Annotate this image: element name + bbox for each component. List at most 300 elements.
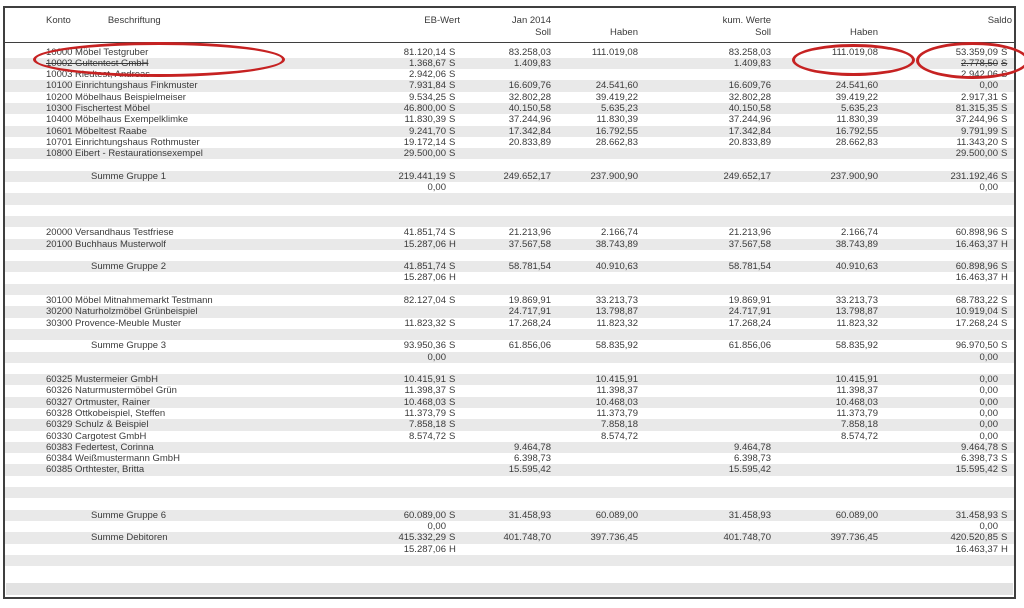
kum-soll-value: 16.609,76 xyxy=(728,80,771,92)
haben-value: 40.910,63 xyxy=(595,261,638,273)
kum-soll-value xyxy=(638,544,771,555)
account-label: 10800 Eibert - Restaurationsexempel xyxy=(46,148,203,160)
saldo-suffix xyxy=(998,408,1012,419)
eb-wert-value: 41.851,74 xyxy=(403,261,446,273)
spacer-row xyxy=(5,205,1014,216)
eb-wert-value: 0,00 xyxy=(427,351,446,363)
saldo-suffix xyxy=(998,385,1012,396)
saldo-value: 16.463,37 xyxy=(955,272,998,284)
saldo-value: 11.343,20 xyxy=(956,136,998,148)
header-row-2 xyxy=(5,27,1014,39)
table-row xyxy=(5,58,1014,69)
eb-wert-value xyxy=(381,306,446,317)
kum-haben-value xyxy=(771,453,878,464)
soll-value: 1.409,83 xyxy=(514,57,551,69)
saldo-value: 0,00 xyxy=(979,385,998,397)
spacer-row xyxy=(5,498,1014,509)
saldo-value: 60.898,96 xyxy=(955,261,998,273)
eb-wert-value: 60.089,00 xyxy=(403,509,446,521)
eb-wert-suffix xyxy=(446,464,460,475)
header-row-1 xyxy=(5,15,1014,27)
kum-soll-value: 37.244,96 xyxy=(728,114,771,126)
table-row xyxy=(5,295,1014,306)
kum-haben-value: 11.830,39 xyxy=(836,114,878,126)
eb-wert-suffix: S xyxy=(449,125,456,137)
eb-wert-value: 82.127,04 xyxy=(403,295,446,307)
haben-value: 11.823,32 xyxy=(596,317,638,329)
kum-soll-value xyxy=(638,352,771,363)
col-header-haben: Haben xyxy=(610,27,638,38)
table-row xyxy=(5,318,1014,329)
haben-value: 8.574,72 xyxy=(601,430,638,442)
kum-haben-value: 39.419,22 xyxy=(835,91,878,103)
saldo-suffix: S xyxy=(1001,102,1008,114)
saldo-suffix: S xyxy=(1001,261,1008,273)
eb-wert-value: 1.368,67 xyxy=(409,57,446,69)
eb-wert-suffix: S xyxy=(449,102,456,114)
account-label: 10100 Einrichtungshaus Finkmuster xyxy=(46,80,198,92)
saldo-suffix xyxy=(998,182,1012,193)
eb-wert-suffix: S xyxy=(449,385,456,397)
account-label: 10400 Möbelhaus Exempelklimke xyxy=(46,114,189,126)
soll-value: 40.150,58 xyxy=(508,102,551,114)
eb-wert-suffix xyxy=(446,442,460,453)
kum-soll-value: 17.268,24 xyxy=(728,317,771,329)
kum-soll-value xyxy=(638,408,771,419)
eb-wert-value: 8.574,72 xyxy=(409,430,446,442)
table-row xyxy=(5,261,1014,272)
soll-value xyxy=(460,408,551,419)
table-row xyxy=(5,419,1014,430)
table-row xyxy=(5,352,1014,363)
account-label: 10300 Fischertest Möbel xyxy=(46,102,151,114)
saldo-suffix: H xyxy=(1001,238,1008,250)
soll-value xyxy=(460,385,551,396)
saldo-suffix: S xyxy=(1001,170,1008,182)
kum-soll-value xyxy=(638,521,771,532)
saldo-value: 2.942,06 xyxy=(961,69,998,81)
eb-wert-suffix: H xyxy=(449,238,456,250)
eb-wert-suffix xyxy=(446,521,460,532)
haben-value xyxy=(551,464,638,475)
soll-value: 249.652,17 xyxy=(503,170,551,182)
eb-wert-value: 10.415,91 xyxy=(403,374,446,386)
haben-value: 7.858,18 xyxy=(601,419,638,431)
kum-soll-value: 40.150,58 xyxy=(728,102,771,114)
spacer-row xyxy=(5,487,1014,498)
haben-value: 11.373,79 xyxy=(596,408,638,419)
kum-soll-value xyxy=(638,419,771,430)
haben-value xyxy=(551,272,638,283)
soll-value xyxy=(460,431,551,442)
soll-value: 37.567,58 xyxy=(508,238,551,250)
eb-wert-suffix: S xyxy=(449,170,456,182)
kum-haben-value: 237.900,90 xyxy=(830,170,878,182)
kum-soll-value: 20.833,89 xyxy=(728,136,771,148)
kum-haben-value: 7.858,18 xyxy=(841,419,878,431)
eb-wert-value: 15.287,06 xyxy=(403,543,446,555)
eb-wert-suffix: S xyxy=(449,509,456,521)
eb-wert-suffix xyxy=(446,352,460,363)
account-label: 30300 Provence-Meuble Muster xyxy=(46,317,182,329)
saldo-value: 29.500,00 xyxy=(955,148,998,160)
saldo-suffix xyxy=(998,431,1012,442)
eb-wert-suffix: S xyxy=(449,114,456,126)
haben-value: 16.792,55 xyxy=(595,125,638,137)
soll-value: 31.458,93 xyxy=(508,509,551,521)
spacer-row xyxy=(5,284,1014,295)
col-header-eb-wert: EB-Wert xyxy=(424,15,460,26)
soll-value xyxy=(460,419,551,430)
spacer-row xyxy=(5,566,1014,577)
saldo-suffix: H xyxy=(1001,272,1008,284)
kum-haben-value xyxy=(771,58,878,69)
spacer-row xyxy=(5,329,1014,340)
table-body xyxy=(5,44,1014,578)
header-spacer xyxy=(46,27,381,39)
spacer-row xyxy=(5,216,1014,227)
eb-wert-value: 11.830,39 xyxy=(404,114,446,126)
eb-wert-suffix: S xyxy=(449,340,456,352)
saldo-value: 0,00 xyxy=(979,520,998,532)
saldo-value: 2.917,31 xyxy=(961,91,998,103)
saldo-suffix: S xyxy=(1001,441,1008,453)
spacer-row xyxy=(5,193,1014,204)
haben-value xyxy=(551,521,638,532)
saldo-suffix: S xyxy=(1001,227,1008,239)
eb-wert-suffix: S xyxy=(449,419,456,431)
saldo-suffix: S xyxy=(1001,306,1008,318)
eb-wert-suffix: H xyxy=(449,272,456,284)
soll-value xyxy=(460,148,551,159)
kum-haben-value: 5.635,23 xyxy=(841,102,878,114)
eb-wert-value: 2.942,06 xyxy=(409,69,446,81)
haben-value xyxy=(551,182,638,193)
eb-wert-value: 41.851,74 xyxy=(403,227,446,239)
saldo-value: 68.783,22 xyxy=(955,295,998,307)
spacer-row xyxy=(5,250,1014,261)
soll-value xyxy=(460,397,551,408)
haben-value xyxy=(551,453,638,464)
col-header-period: Jan 2014 xyxy=(511,15,551,26)
col-header-beschriftung: Beschriftung xyxy=(107,15,161,26)
kum-soll-value xyxy=(638,385,771,396)
table-row xyxy=(5,126,1014,137)
header-spacer xyxy=(551,15,638,27)
eb-wert-suffix: S xyxy=(449,430,456,442)
kum-soll-value: 9.464,78 xyxy=(734,441,771,453)
saldo-value: 0,00 xyxy=(979,430,998,442)
saldo-suffix: S xyxy=(1001,136,1008,148)
haben-value: 39.419,22 xyxy=(595,91,638,103)
haben-value: 11.398,37 xyxy=(596,385,638,397)
haben-value: 38.743,89 xyxy=(595,238,638,250)
kum-haben-value: 28.662,83 xyxy=(835,136,878,148)
table-row xyxy=(5,137,1014,148)
saldo-suffix: S xyxy=(1001,317,1008,329)
soll-value: 401.748,70 xyxy=(503,532,551,544)
eb-wert-value: 81.120,14 xyxy=(403,46,446,58)
haben-value: 24.541,60 xyxy=(595,80,638,92)
account-label: 10601 Möbeltest Raabe xyxy=(46,125,147,137)
soll-value: 17.342,84 xyxy=(508,125,551,137)
kum-haben-value: 2.166,74 xyxy=(841,227,878,239)
saldo-suffix xyxy=(998,419,1012,430)
header-spacer xyxy=(771,15,878,27)
kum-haben-value: 11.398,37 xyxy=(836,385,878,397)
kum-haben-value: 13.798,87 xyxy=(835,306,878,318)
bottom-band xyxy=(6,583,1013,595)
col-header-kum-werte: kum. Werte xyxy=(722,15,771,26)
kum-haben-value: 111.019,08 xyxy=(831,46,878,58)
table-row xyxy=(5,103,1014,114)
eb-wert-suffix: S xyxy=(449,80,456,92)
table-row xyxy=(5,272,1014,283)
eb-wert-value: 93.950,36 xyxy=(403,340,446,352)
account-label: 10002 Gultentest GmbH xyxy=(46,57,149,69)
table-row xyxy=(5,453,1014,464)
eb-wert-suffix: S xyxy=(449,317,456,329)
kum-soll-value xyxy=(638,272,771,283)
eb-wert-value: 11.823,32 xyxy=(404,317,446,329)
account-label: 10003 Riedtest, Andreas xyxy=(46,69,151,81)
soll-value: 83.258,03 xyxy=(508,46,551,58)
saldo-suffix xyxy=(998,352,1012,363)
soll-value xyxy=(460,521,551,532)
soll-value: 16.609,76 xyxy=(508,80,551,92)
eb-wert-value: 10.468,03 xyxy=(403,396,446,408)
eb-wert-value: 15.287,06 xyxy=(403,272,446,284)
kum-haben-value xyxy=(771,442,878,453)
haben-value: 33.213,73 xyxy=(595,295,638,307)
kum-soll-value: 58.781,54 xyxy=(728,261,771,273)
soll-value xyxy=(460,272,551,283)
eb-wert-value: 0,00 xyxy=(427,520,446,532)
kum-haben-value: 11.373,79 xyxy=(836,408,878,419)
haben-value: 237.900,90 xyxy=(590,170,638,182)
spacer-row xyxy=(5,476,1014,487)
kum-soll-value xyxy=(638,397,771,408)
account-label: Summe Gruppe 6 xyxy=(91,509,166,521)
eb-wert-value: 415.332,29 xyxy=(398,532,446,544)
kum-haben-value xyxy=(771,182,878,193)
account-label: 60330 Cargotest GmbH xyxy=(46,430,147,442)
saldo-value: 0,00 xyxy=(979,419,998,431)
eb-wert-value xyxy=(381,453,446,464)
kum-haben-value: 40.910,63 xyxy=(835,261,878,273)
kum-soll-value: 37.567,58 xyxy=(728,238,771,250)
eb-wert-value: 9.534,25 xyxy=(409,91,446,103)
saldo-value: 0,00 xyxy=(979,80,998,92)
soll-value: 32.802,28 xyxy=(508,91,551,103)
eb-wert-suffix: S xyxy=(449,532,456,544)
col-header-kum-haben: Haben xyxy=(850,27,878,38)
account-label xyxy=(46,182,381,193)
kum-soll-value xyxy=(638,148,771,159)
haben-value: 397.736,45 xyxy=(590,532,638,544)
account-label: 60328 Ottkobeispiel, Steffen xyxy=(46,408,166,419)
kum-haben-value: 58.835,92 xyxy=(835,340,878,352)
haben-value: 60.089,00 xyxy=(595,509,638,521)
col-header-saldo: Saldo xyxy=(987,15,1012,26)
soll-value: 19.869,91 xyxy=(508,295,551,307)
soll-value: 21.213,96 xyxy=(508,227,551,239)
soll-value xyxy=(460,69,551,80)
haben-value xyxy=(551,148,638,159)
saldo-value: 9.791,99 xyxy=(961,125,998,137)
soll-value: 17.268,24 xyxy=(508,317,551,329)
eb-wert-suffix: S xyxy=(449,227,456,239)
eb-wert-suffix: S xyxy=(449,46,456,58)
soll-value xyxy=(460,182,551,193)
saldo-suffix: S xyxy=(1001,295,1008,307)
account-label: 10200 Möbelhaus Beispielmeiser xyxy=(46,91,186,103)
eb-wert-suffix: S xyxy=(449,148,456,160)
saldo-suffix: S xyxy=(1001,509,1008,521)
haben-value xyxy=(551,69,638,80)
eb-wert-value: 29.500,00 xyxy=(403,148,446,160)
saldo-suffix: S xyxy=(1001,125,1008,137)
eb-wert-suffix: S xyxy=(449,57,456,69)
account-label: 60385 Orthtester, Britta xyxy=(46,464,145,476)
saldo-suffix xyxy=(998,374,1012,385)
table-row xyxy=(5,340,1014,351)
haben-value: 5.635,23 xyxy=(601,102,638,114)
eb-wert-suffix: H xyxy=(449,543,456,555)
haben-value: 10.415,91 xyxy=(595,374,638,386)
table-row xyxy=(5,148,1014,159)
eb-wert-value: 0,00 xyxy=(427,182,446,194)
eb-wert-value: 46.800,00 xyxy=(403,102,446,114)
kum-haben-value: 60.089,00 xyxy=(835,509,878,521)
table-row xyxy=(5,532,1014,543)
saldo-suffix xyxy=(998,397,1012,408)
kum-soll-value xyxy=(638,374,771,385)
kum-haben-value xyxy=(771,272,878,283)
saldo-suffix: S xyxy=(1001,340,1008,352)
saldo-value: 53.359,09 xyxy=(955,46,998,58)
eb-wert-value: 7.931,84 xyxy=(409,80,446,92)
kum-soll-value: 21.213,96 xyxy=(728,227,771,239)
haben-value xyxy=(551,352,638,363)
kum-soll-value xyxy=(638,182,771,193)
eb-wert-suffix: S xyxy=(449,91,456,103)
account-label: 60383 Federtest, Corinna xyxy=(46,441,154,453)
soll-value xyxy=(460,374,551,385)
account-label xyxy=(46,544,381,555)
soll-value: 61.856,06 xyxy=(508,340,551,352)
saldo-value: 96.970,50 xyxy=(955,340,998,352)
table-row xyxy=(5,306,1014,317)
saldo-suffix: S xyxy=(1001,46,1008,58)
saldo-value: 0,00 xyxy=(979,351,998,363)
kum-haben-value: 38.743,89 xyxy=(835,238,878,250)
haben-value xyxy=(551,58,638,69)
haben-value: 28.662,83 xyxy=(595,136,638,148)
kum-haben-value: 33.213,73 xyxy=(835,295,878,307)
kum-haben-value xyxy=(771,69,878,80)
table-row xyxy=(5,431,1014,442)
eb-wert-suffix: S xyxy=(449,69,456,81)
soll-value: 37.244,96 xyxy=(508,114,551,126)
account-label: 20000 Versandhaus Testfriese xyxy=(46,227,174,239)
table-row xyxy=(5,182,1014,193)
soll-value xyxy=(460,544,551,555)
table-row xyxy=(5,80,1014,91)
kum-soll-value: 24.717,91 xyxy=(728,306,771,318)
table-row xyxy=(5,227,1014,238)
eb-wert-suffix: S xyxy=(449,295,456,307)
eb-wert-suffix xyxy=(446,306,460,317)
eb-wert-value: 19.172,14 xyxy=(403,136,446,148)
saldo-suffix xyxy=(998,521,1012,532)
haben-value: 13.798,87 xyxy=(595,306,638,318)
account-label: 30100 Möbel Mitnahmemarkt Testmann xyxy=(46,295,213,307)
table-row xyxy=(5,442,1014,453)
table-row xyxy=(5,171,1014,182)
kum-soll-value xyxy=(638,69,771,80)
haben-value xyxy=(551,544,638,555)
account-label: 30200 Naturholzmöbel Grünbeispiel xyxy=(46,306,198,318)
table-row xyxy=(5,464,1014,475)
account-label: 60384 Weißmustermann GmbH xyxy=(46,453,180,465)
account-label: 10701 Einrichtungshaus Rothmuster xyxy=(46,136,200,148)
eb-wert-suffix xyxy=(446,182,460,193)
saldo-suffix: S xyxy=(1001,148,1008,160)
table-row xyxy=(5,92,1014,103)
soll-value: 24.717,91 xyxy=(508,306,551,318)
spacer-row xyxy=(5,555,1014,566)
saldo-suffix xyxy=(998,80,1012,91)
table-row xyxy=(5,114,1014,125)
account-label: 10000 Möbel Testgruber xyxy=(46,46,149,58)
saldo-value: 0,00 xyxy=(979,374,998,386)
saldo-value: 16.463,37 xyxy=(955,543,998,555)
soll-value: 15.595,42 xyxy=(508,464,551,476)
kum-haben-value xyxy=(771,544,878,555)
haben-value: 111.019,08 xyxy=(591,46,638,58)
eb-wert-value: 219.441,19 xyxy=(398,170,446,182)
col-header-konto-beschriftung xyxy=(46,15,381,27)
eb-wert-value: 11.373,79 xyxy=(404,408,446,419)
account-label: Summe Debitoren xyxy=(91,532,168,544)
table-row xyxy=(5,408,1014,419)
header-spacer xyxy=(878,27,1012,39)
kum-haben-value xyxy=(771,352,878,363)
col-header-kum-soll: Soll xyxy=(755,27,771,38)
table-row xyxy=(5,239,1014,250)
kum-soll-value: 6.398,73 xyxy=(734,453,771,465)
saldo-value: 16.463,37 xyxy=(955,238,998,250)
kum-soll-value: 249.652,17 xyxy=(723,170,771,182)
account-label xyxy=(46,352,381,363)
saldo-suffix: H xyxy=(1001,543,1008,555)
haben-value: 11.830,39 xyxy=(596,114,638,126)
eb-wert-value: 9.241,70 xyxy=(409,125,446,137)
saldo-suffix: S xyxy=(1001,69,1008,81)
eb-wert-suffix: S xyxy=(449,261,456,273)
kum-soll-value: 31.458,93 xyxy=(728,509,771,521)
haben-value: 10.468,03 xyxy=(595,396,638,408)
saldo-suffix: S xyxy=(1001,57,1008,69)
account-label: Summe Gruppe 1 xyxy=(91,170,166,182)
soll-value: 9.464,78 xyxy=(514,441,551,453)
saldo-suffix: S xyxy=(1001,114,1008,126)
saldo-value: 2.778,50 xyxy=(961,57,998,69)
saldo-value: 31.458,93 xyxy=(955,509,998,521)
saldo-value: 0,00 xyxy=(979,408,998,419)
account-label: 20100 Buchhaus Musterwolf xyxy=(46,238,166,250)
